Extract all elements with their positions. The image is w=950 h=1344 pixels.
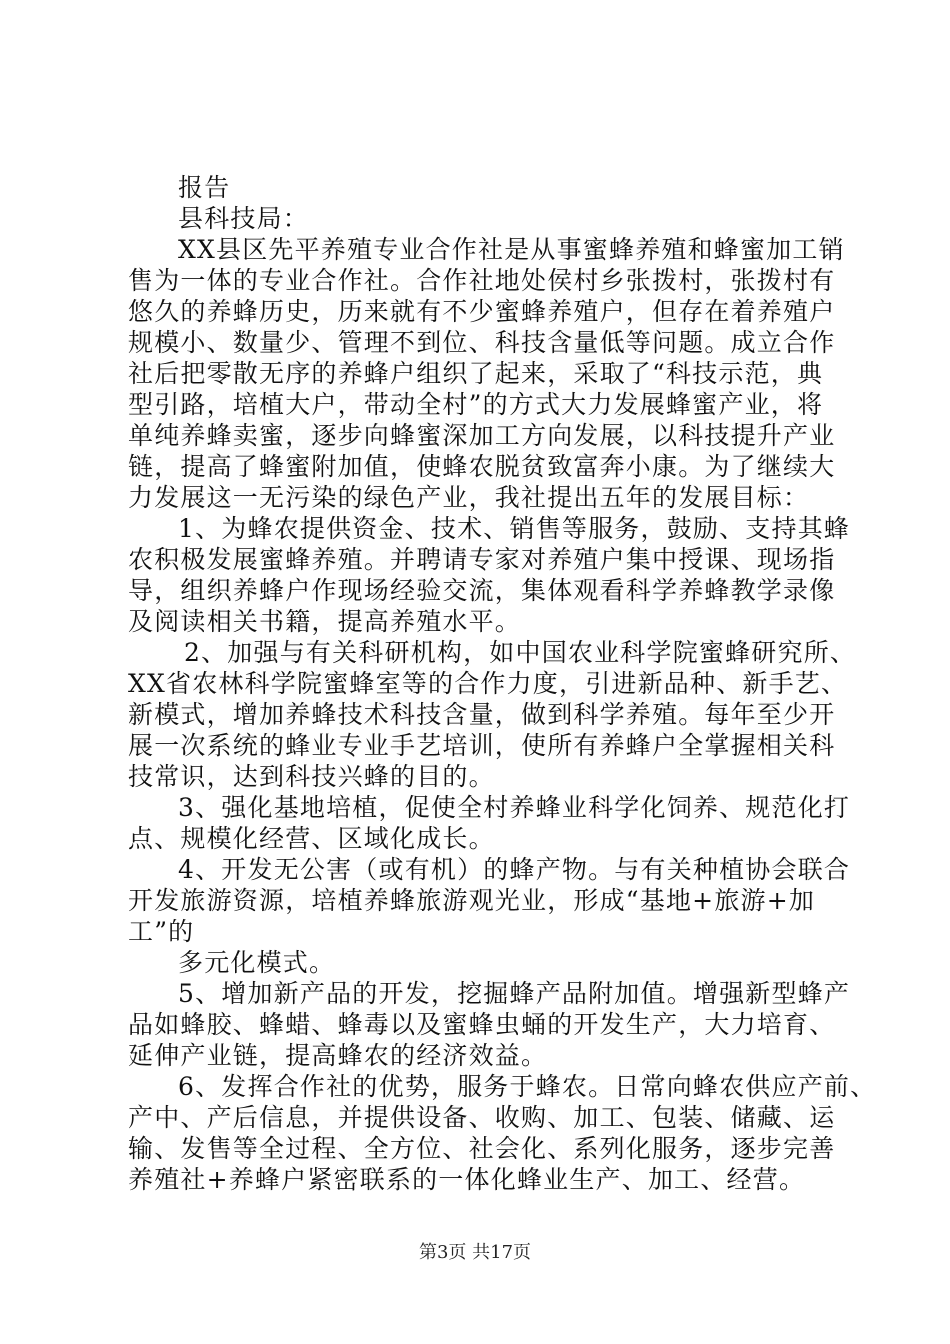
text-line: 3、强化基地培植，促使全村养蜂业科学化饲养、规范化打: [178, 793, 851, 822]
text-line: 社后把零散无序的养蜂户组织了起来，采取了“科技示范，典: [128, 359, 824, 388]
text-line: 力发展这一无污染的绿色产业，我社提出五年的发展目标：: [128, 483, 810, 512]
document-body: [128, 172, 877, 1195]
text-line: 6、发挥合作社的优势，服务于蜂农。日常向蜂农供应产前、: [178, 1072, 877, 1101]
text-line: 5、增加新产品的开发，挖掘蜂产品附加值。增强新型蜂产: [178, 979, 851, 1008]
text-line: XX县区先平养殖专业合作社是从事蜜蜂养殖和蜂蜜加工销: [178, 235, 845, 264]
text-line: 县科技局：: [178, 204, 310, 233]
text-line: 新模式，增加养蜂技术科技含量，做到科学养殖。每年至少开: [128, 700, 836, 729]
text-line: 养殖社+养蜂户紧密联系的一体化蜂业生产、加工、经营。: [128, 1165, 806, 1194]
text-line: 技常识，达到科技兴蜂的目的。: [128, 762, 495, 791]
text-line: 延伸产业链，提高蜂农的经济效益。: [128, 1041, 548, 1070]
text-line: 型引路，培植大户，带动全村”的方式大力发展蜂蜜产业，将: [128, 390, 824, 419]
text-line: 1、为蜂农提供资金、技术、销售等服务，鼓励、支持其蜂: [178, 514, 851, 543]
text-line: 4、开发无公害（或有机）的蜂产物。与有关种植协会联合: [178, 855, 851, 884]
text-line: 及阅读相关书籍，提高养殖水平。: [128, 607, 522, 636]
text-line: 2、加强与有关科研机构，如中国农业科学院蜜蜂研究所、: [184, 638, 857, 667]
text-line: 售为一体的专业合作社。合作社地处侯村乡张拨村，张拨村有: [128, 266, 836, 295]
text-line: 单纯养蜂卖蜜，逐步向蜂蜜深加工方向发展，以科技提升产业: [128, 421, 836, 450]
text-line: 点、规模化经营、区域化成长。: [128, 824, 495, 853]
text-line: 开发旅游资源，培植养蜂旅游观光业，形成“基地+旅游+加: [128, 886, 816, 915]
text-line: 报告: [178, 173, 231, 202]
text-line: 工”的: [128, 917, 195, 946]
text-line: 规模小、数量少、管理不到位、科技含量低等问题。成立合作: [128, 328, 836, 357]
text-line: 品如蜂胶、蜂蜡、蜂毒以及蜜蜂虫蛹的开发生产，大力培育、: [128, 1010, 836, 1039]
text-line: 导，组织养蜂户作现场经验交流，集体观看科学养蜂教学录像: [128, 576, 836, 605]
text-line: 多元化模式。: [178, 948, 336, 977]
text-line: 产中、产后信息，并提供设备、收购、加工、包装、储藏、运: [128, 1103, 836, 1132]
text-line: 悠久的养蜂历史，历来就有不少蜜蜂养殖户，但存在着养殖户: [128, 297, 836, 326]
text-line: 展一次系统的蜂业专业手艺培训，使所有养蜂户全掌握相关科: [128, 731, 836, 760]
text-line: XX省农林科学院蜜蜂室等的合作力度，引进新品种、新手艺、: [128, 669, 848, 698]
page-footer: 第3页 共17页: [418, 1242, 532, 1263]
text-line: 链，提高了蜂蜜附加值，使蜂农脱贫致富奔小康。为了继续大: [128, 452, 836, 481]
text-line: 输、发售等全过程、全方位、社会化、系列化服务，逐步完善: [128, 1134, 836, 1163]
text-line: 农积极发展蜜蜂养殖。并聘请专家对养殖户集中授课、现场指: [128, 545, 836, 574]
